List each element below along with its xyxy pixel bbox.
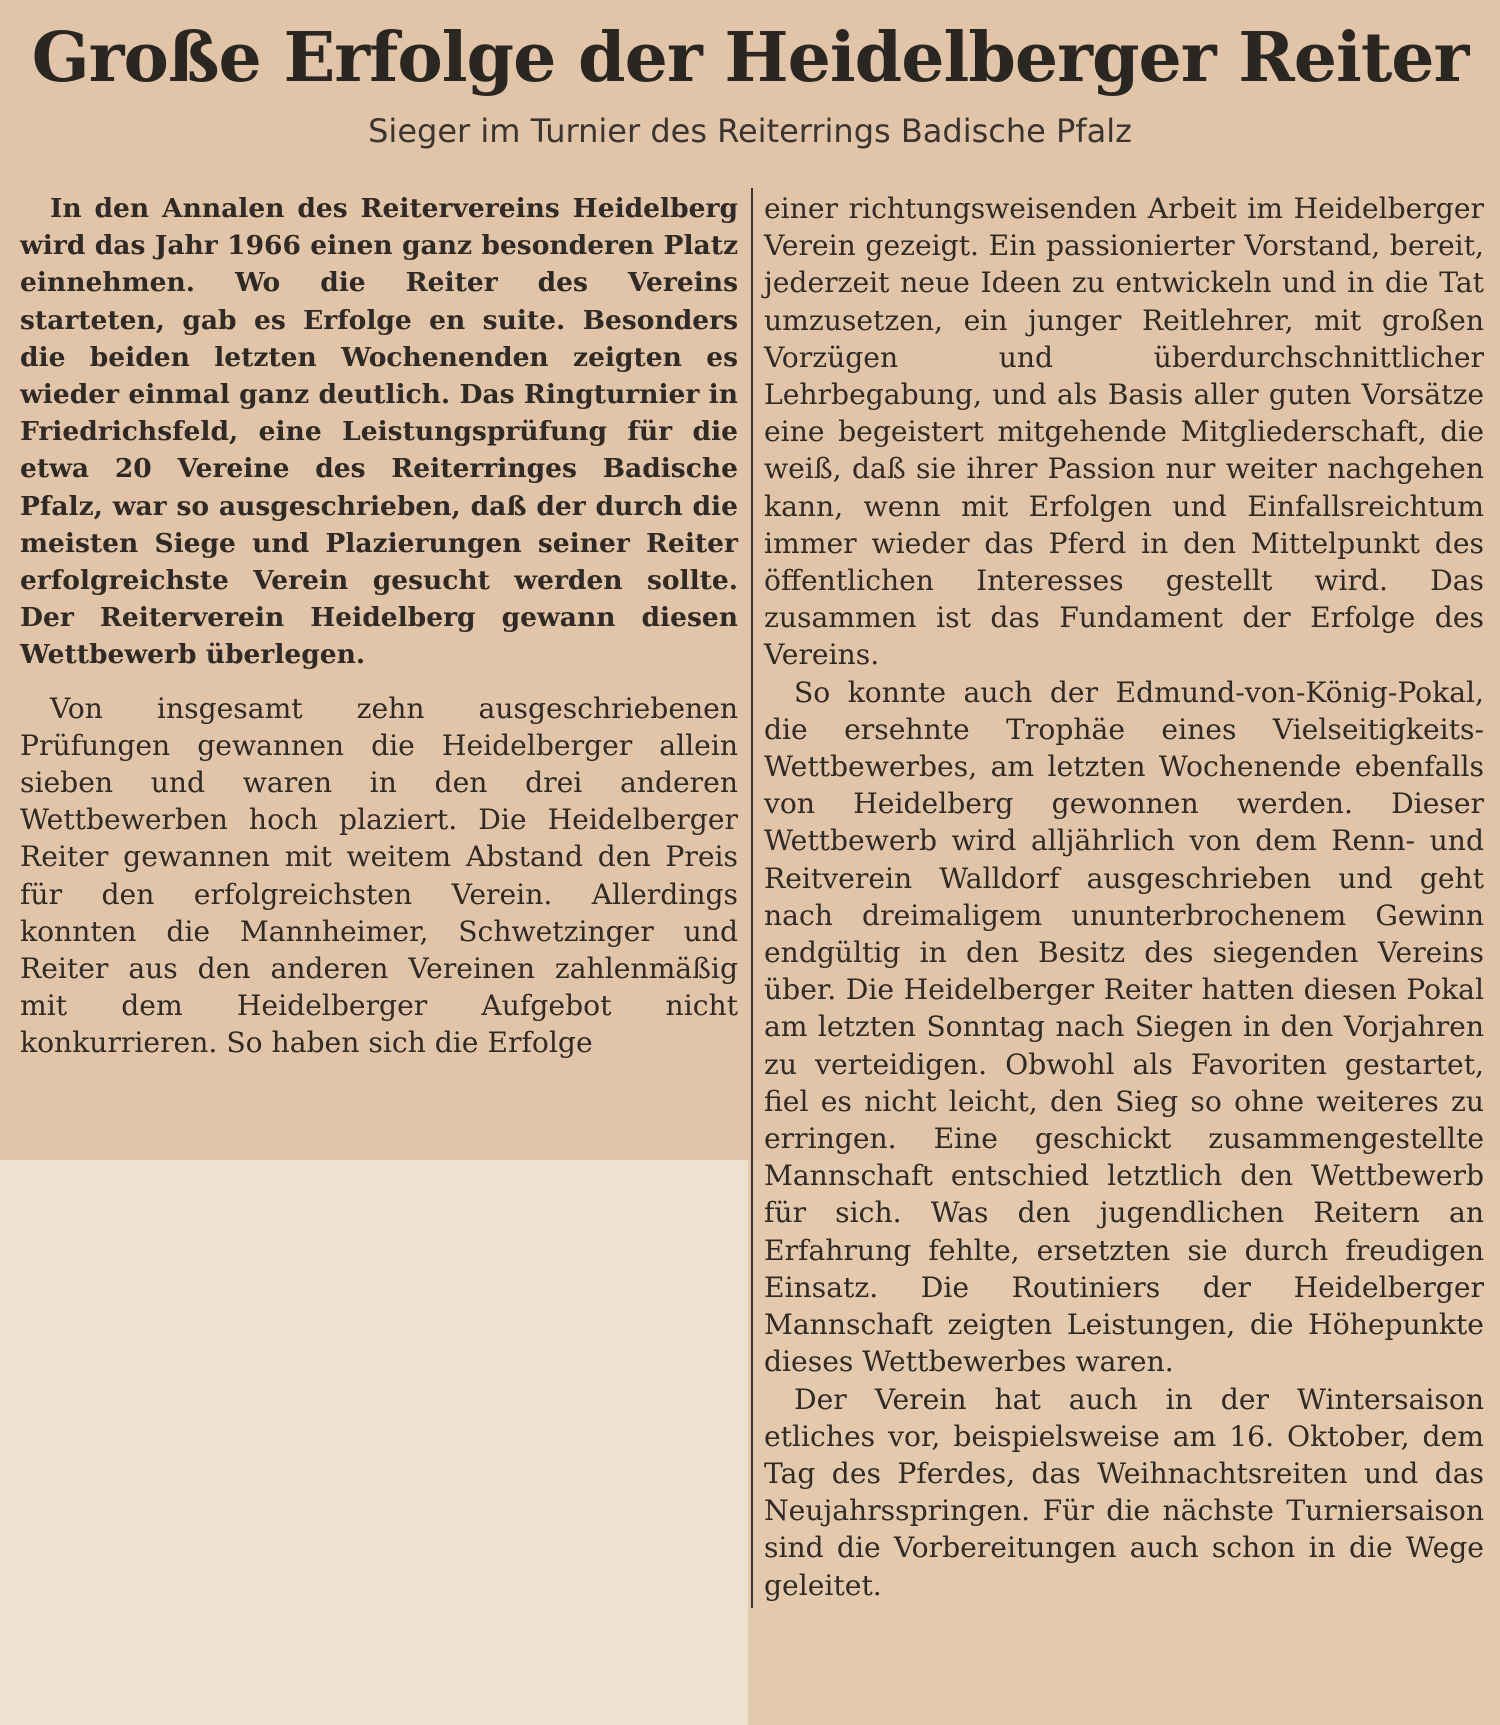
body-paragraph-continuation: einer richtungsweisenden Arbeit im Heidelberger Verein gezeigt. Ein passionierter Vorstand, bereit, jederzeit neue Ideen zu entwickeln und in die Tat umzusetzen, ein junger Reitlehrer, mit großen Vorzügen und überdurchschnittlicher Lehrbegabung, und als Basis aller guten Vorsätze eine begeistert mitgehende Mitgliederschaft, die weiß, daß sie ihrer Passion nur weiter nachgehen kann, wenn mit Erfolgen und Einfallsreichtum immer wieder das Pferd in den Mittelpunkt des öffentlichen Interesses gestellt wird. Das zusammen ist das Fundament der Erfolge des Vereins. [764, 192, 1484, 672]
right-column [764, 190, 1484, 1604]
left-column [20, 190, 738, 1062]
column-divider [751, 188, 753, 1608]
body-paragraph-pokal: So konnte auch der Edmund-von-König-Pokal, die ersehnte Trophäe eines Vielseitigkeits-Wettbewerbes, am letzten Wochenende ebenfalls von Heidelberg gewonnen werden. Dieser Wettbewerb wird alljährlich von dem Renn- und Reitverein Walldorf ausgeschrieben und geht nach dreimaligem ununterbrochenem Gewinn endgültig in den Besitz des siegenden Vereins über. Die Heidelberger Reiter hatten diesen Pokal am letzten Sonntag nach Siegen in den Vorjahren zu verteidigen. Obwohl als Favoriten gestartet, fiel es nicht leicht, den Sieg so ohne weiteres zu erringen. Eine geschickt zusammengestellte Mannschaft entschied letztlich den Wettbewerb für sich. Was den jugendlichen Reitern an Erfahrung fehlte, ersetzten sie durch freudigen Einsatz. Die Routiniers der Heidelberger Mannschaft zeigten Leistungen, die Höhepunkte dieses Wettbewerbes waren. [764, 675, 1484, 1379]
backing-paper [0, 1160, 748, 1725]
body-paragraph-wintersaison: Der Verein hat auch in der Wintersaison etliches vor, beispielsweise am 16. Oktober, dem Tag des Pferdes, das Weihnachtsreiten und das Neujahrsspringen. Für die nächste Turniersaison sind die Vorbereitungen auch schon in die Wege geleitet. [764, 1382, 1484, 1602]
body-paragraph-2: Von insgesamt zehn ausgeschriebenen Prüfungen gewannen die Heidelberger allein sieben und waren in den drei anderen Wettbewerben hoch plaziert. Die Heidelberger Reiter gewannen mit weitem Abstand den Preis für den erfolgreichsten Verein. Allerdings konnten die Mannheimer, Schwetzinger und Reiter aus den anderen Vereinen zahlenmäßig mit dem Heidelberger Aufgebot nicht konkurrieren. So haben sich die Erfolge [20, 691, 738, 1060]
article-subheadline: Sieger im Turnier des Reiterrings Badische Pfalz [368, 112, 1132, 150]
lead-paragraph: In den Annalen des Reitervereins Heidelberg wird das Jahr 1966 einen ganz besonderen Platz einnehmen. Wo die Reiter des Vereins starteten, gab es Erfolge en suite. Besonders die beiden letzten Wochenenden zeigten es wieder einmal ganz deutlich. Das Ringturnier in Friedrichsfeld, eine Leistungsprüfung für die etwa 20 Vereine des Reiterringes Badische Pfalz, war so ausgeschrieben, daß der durch die meisten Siege und Plazierungen seiner Reiter erfolgreichste Verein gesucht werden sollte. Der Reiterverein Heidelberg gewann diesen Wettbewerb überlegen. [20, 193, 738, 671]
article-headline: Große Erfolge der Heidelberger Reiter [31, 18, 1469, 98]
